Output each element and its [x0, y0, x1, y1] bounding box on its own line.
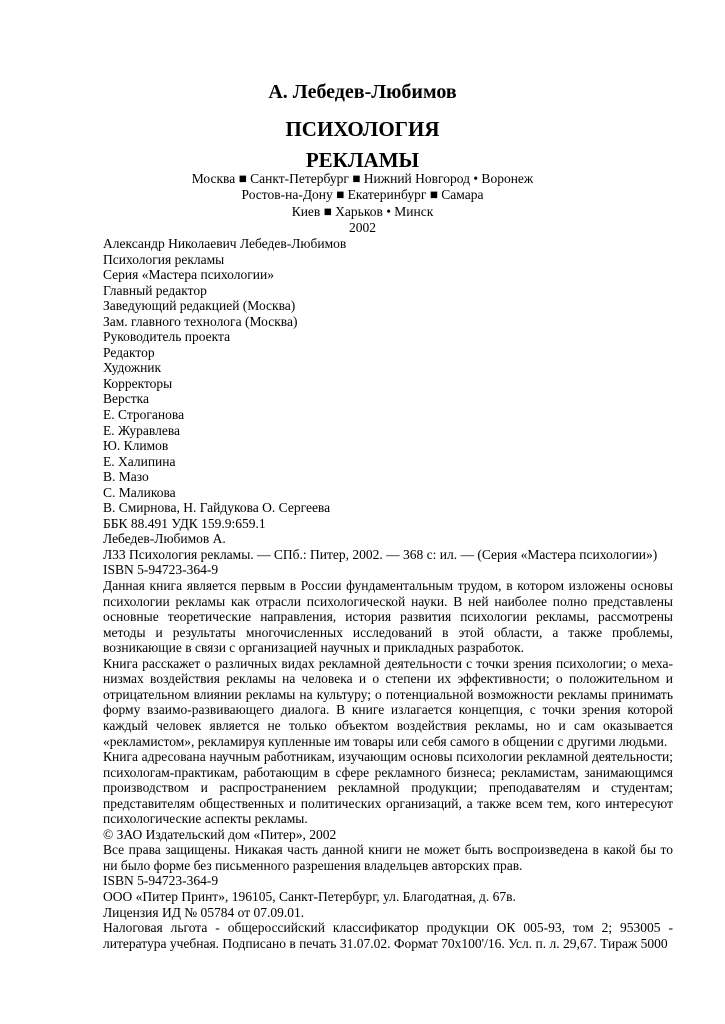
- credit-line: Художник: [103, 360, 162, 376]
- bibliographic-line: Л33 Психология рекламы. — СПб.: Питер, 2002. — 368 с: ил. — (Серия «Мастера психологии»): [103, 546, 658, 562]
- classification-line: ББК 88.491 УДК 159.9:659.1: [103, 515, 266, 531]
- isbn-line: ISBN 5-94723-364-9: [103, 873, 219, 889]
- credit-line: Серия «Мастера психологии»: [103, 267, 274, 283]
- imprint-body: [103, 236, 673, 951]
- cities-line: Ростов-на-Дону ■ Екатеринбург ■ Самара: [241, 187, 484, 203]
- copyright-line: © ЗАО Издательский дом «Питер», 2002: [103, 826, 337, 842]
- credit-line: Верстка: [103, 391, 149, 407]
- credit-line: Е. Халипина: [103, 453, 176, 469]
- credit-line: Ю. Климов: [103, 438, 169, 454]
- annotation-paragraph: Книга расскажет о различных видах рекламной деятельности с точки зрения психологии; о меха-низмах воздействия рекламы на человека и о степени их эффективности; о положительном и отрицательном влиянии рекламы на культуру; о потенциальной возможности рекламы принимать форму взаимо-развивающего диалога. В книге излагается концепция, с точки зрения которой каждый человек является не только объектом воздействия рекламы, но и сам оказывается «рекламистом», рекламируя купленные им товары или себя самого в общении с другими людьми.: [103, 655, 673, 749]
- credit-line: Александр Николаевич Лебедев-Любимов: [103, 236, 347, 251]
- credit-line: Зам. главного технолога (Москва): [103, 313, 298, 329]
- annotation-paragraph: Книга адресована научным работникам, изучающим основы психологии рекламной деятельности; психологам-практикам, работающим в сфере рекламного бизнеса; рекламистам, занимающимся производством и распространением рекламной продукции; преподавателям и студентам; представителям общественных и политических организаций, а также всем тем, кого интересуют психологические аспекты рекламы.: [103, 749, 673, 827]
- credit-line: Руководитель проекта: [103, 329, 231, 345]
- isbn-line: ISBN 5-94723-364-9: [103, 562, 219, 578]
- tax-paragraph: Налоговая льгота - общероссийский классификатор продукции ОК 005-93, том 2; 953005 - литература учебная. Подписано в печать 31.07.02. Формат 70х100'/16. Усл. п. л. 29,67. Тираж 5000: [103, 920, 673, 951]
- publisher-cities: [0, 171, 725, 236]
- title-line-1: ПСИХОЛОГИЯ: [285, 117, 440, 141]
- credit-line: Корректоры: [103, 375, 173, 391]
- cities-line: Киев ■ Харьков • Минск: [291, 203, 434, 219]
- annotation-paragraph: Данная книга является первым в России фундаментальным трудом, в котором изложены основы психологии рекламы как отрасли психологической науки. В ней наиболее полно представлены основные теоретические направления, история развития психологии рекламы, рассмотрены методы и результаты многочисленных исследований в этой области, а также проблемы, возникающие в связи с организацией научных и прикладных разработок.: [103, 578, 673, 656]
- credit-line: Заведующий редакцией (Москва): [103, 298, 296, 314]
- credit-line: Е. Строганова: [103, 407, 185, 423]
- credit-line: В. Мазо: [103, 469, 149, 485]
- title-line-2: РЕКЛАМЫ: [305, 148, 420, 172]
- publication-year: 2002: [349, 219, 376, 235]
- credit-line: Е. Журавлева: [103, 422, 181, 438]
- rights-paragraph: Все права защищены. Никакая часть данной книги не может быть воспроизведена в какой бы то ни было форме без письменного разрешения владельцев авторских прав.: [103, 842, 673, 873]
- license-line: Лицензия ИД № 05784 от 07.09.01.: [103, 904, 305, 920]
- credit-line: Лебедев-Любимов А.: [103, 531, 226, 547]
- credit-line: Редактор: [103, 344, 155, 360]
- credit-line: Психология рекламы: [103, 251, 225, 267]
- credit-line: В. Смирнова, Н. Гайдукова О. Сергеева: [103, 500, 331, 516]
- credit-line: С. Маликова: [103, 484, 176, 500]
- cities-line: Москва ■ Санкт-Петербург ■ Нижний Новгород • Воронеж: [191, 171, 534, 186]
- author-name: А. Лебедев-Любимов: [268, 81, 457, 103]
- credit-line: Главный редактор: [103, 282, 207, 298]
- publisher-address: ООО «Питер Принт», 196105, Санкт-Петербург, ул. Благодатная, д. 67в.: [103, 888, 516, 904]
